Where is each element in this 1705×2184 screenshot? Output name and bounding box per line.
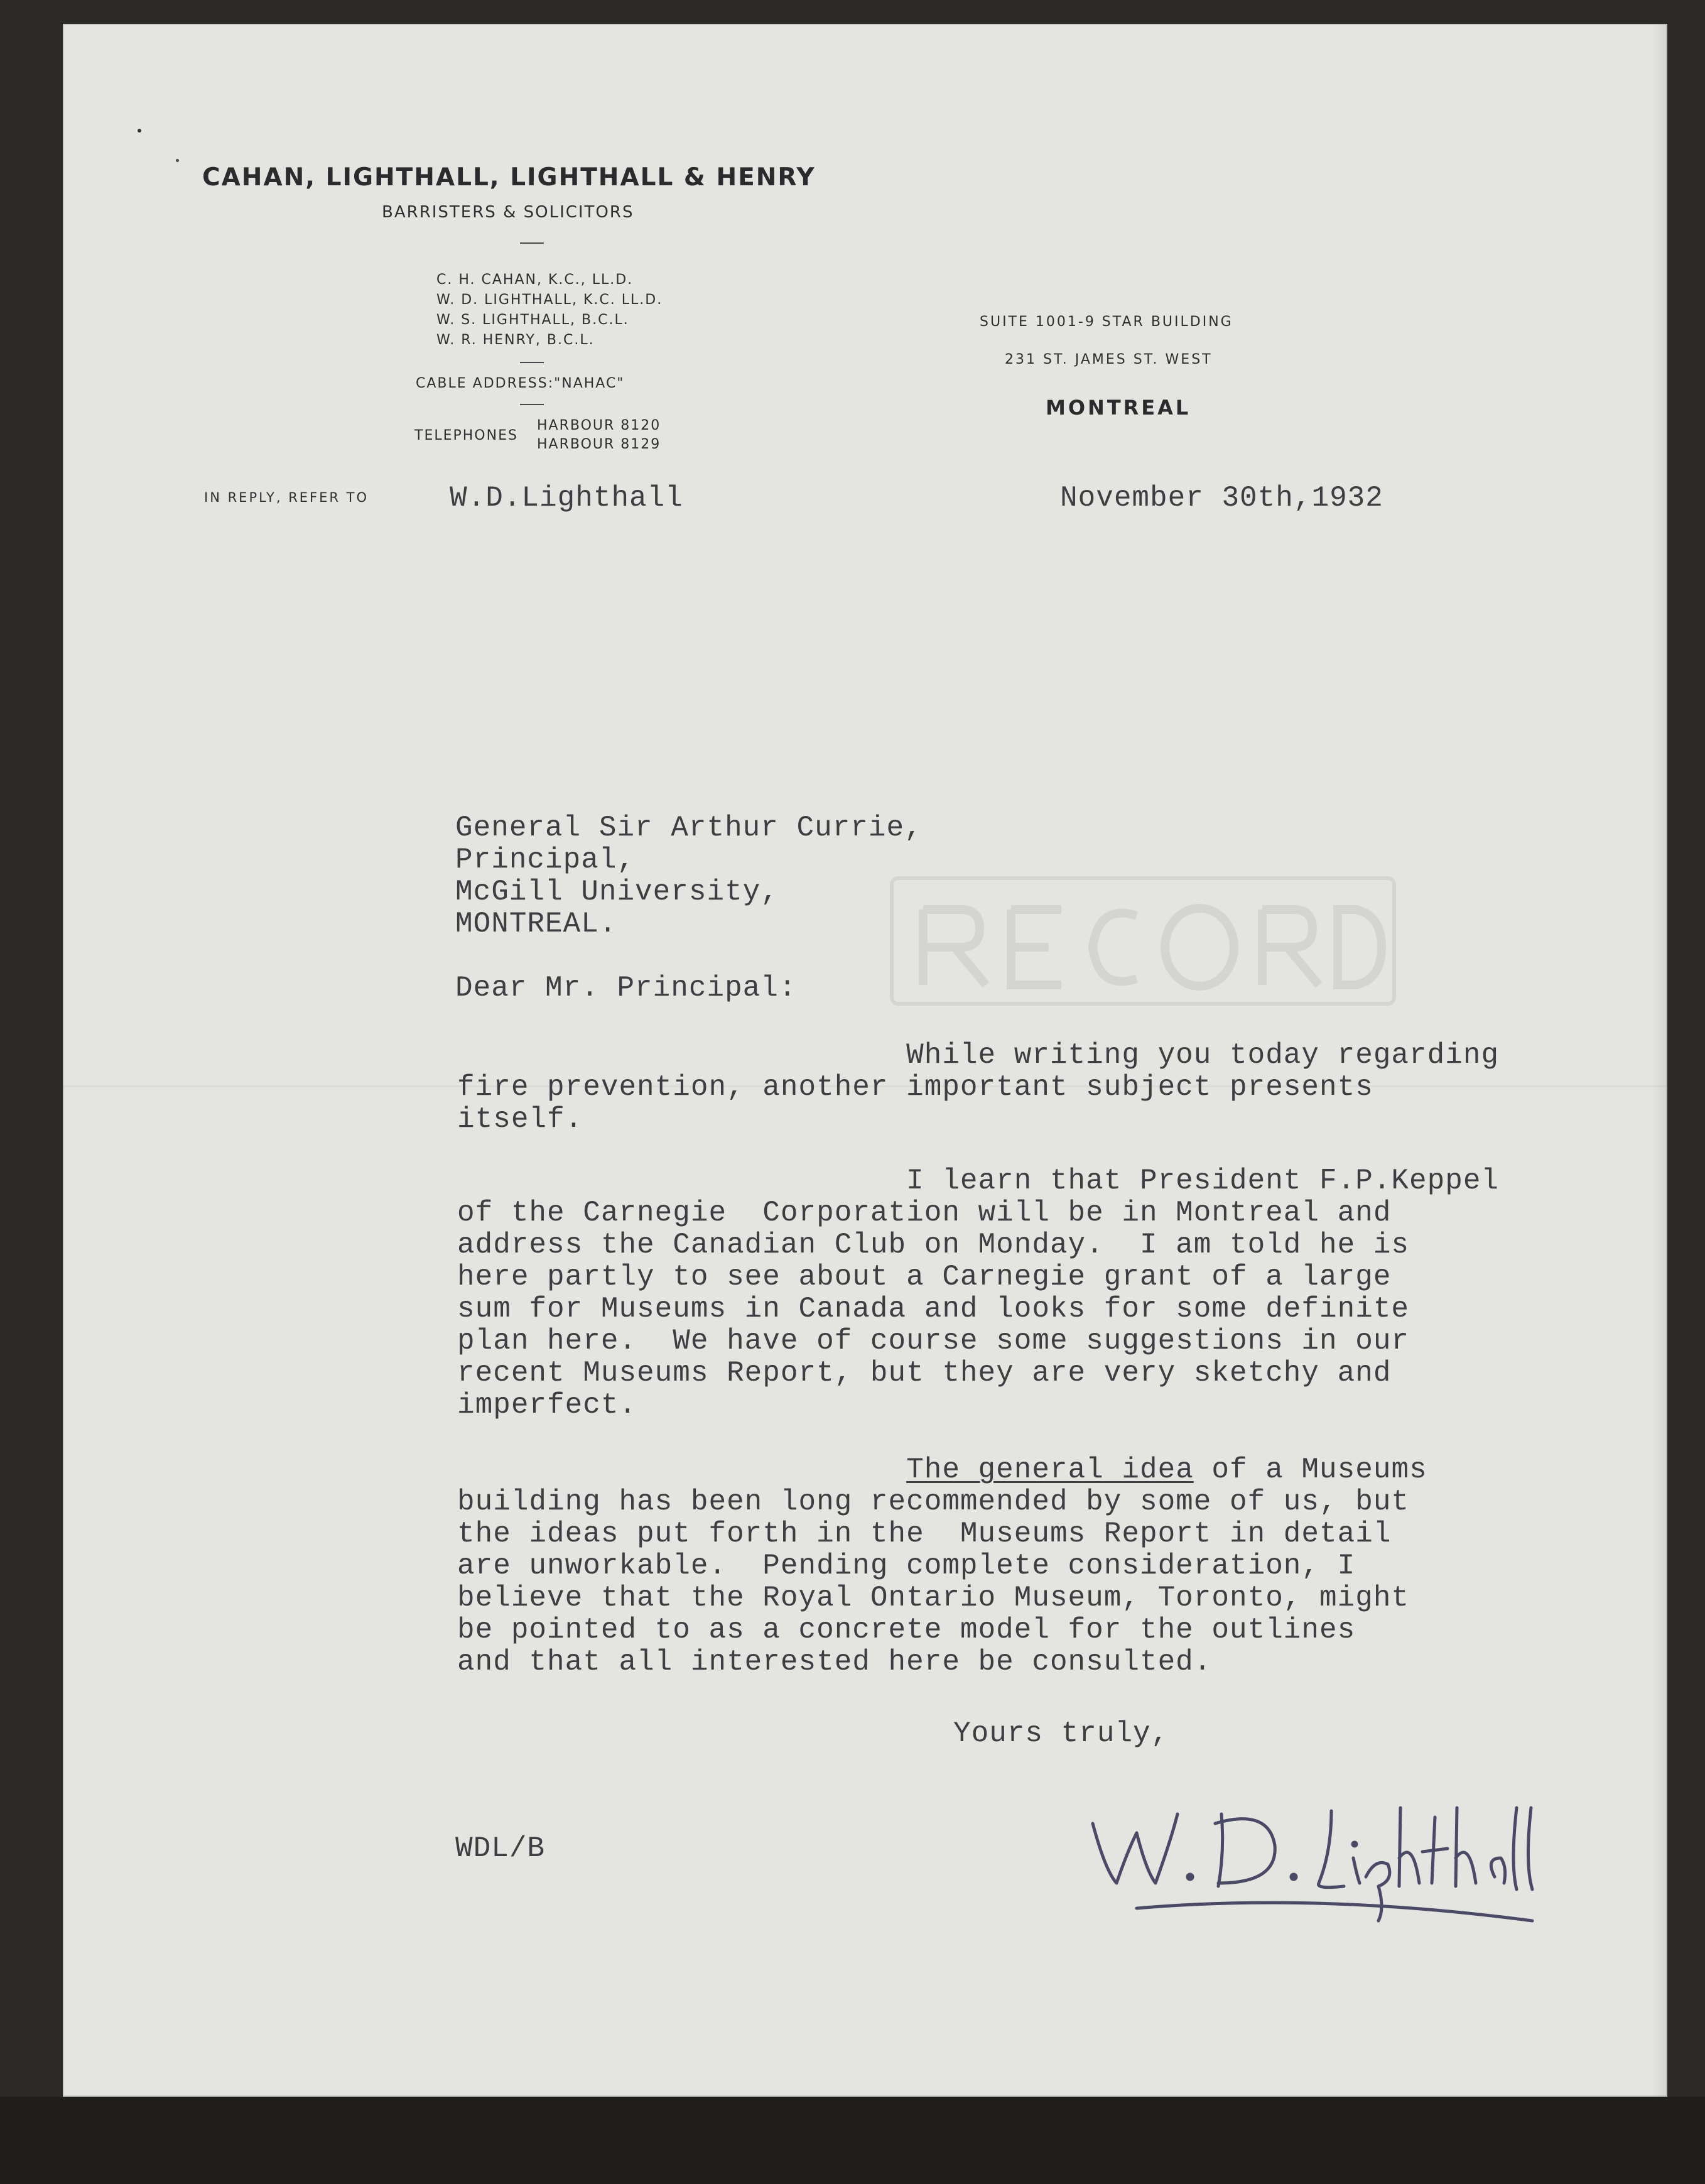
body-line: building has been long recommended by some of us, but — [457, 1486, 1410, 1518]
paragraph-3 — [457, 1454, 1427, 1678]
letter-page — [63, 24, 1667, 2097]
body-line-first — [457, 1454, 1427, 1486]
reply-label: IN REPLY, REFER TO — [204, 490, 369, 505]
city: MONTREAL — [1046, 396, 1191, 420]
partner-4: W. R. HENRY, B.C.L. — [436, 332, 595, 348]
paragraph-2 — [457, 1165, 1499, 1421]
divider — [520, 362, 544, 363]
closing: Yours truly, — [953, 1717, 1169, 1750]
body-line: believe that the Royal Ontario Museum, Toronto, might — [457, 1582, 1410, 1614]
body-line: here partly to see about a Carnegie grant of a large — [457, 1261, 1392, 1293]
body-line: are unworkable. Pending complete consideration, I — [457, 1550, 1356, 1582]
body-line: While writing you today regarding — [457, 1039, 1500, 1072]
body-line: be pointed to as a concrete model for the outlines — [457, 1614, 1356, 1646]
cable-address: CABLE ADDRESS:"NAHAC" — [416, 376, 625, 391]
reference-initials: WDL/B — [455, 1832, 546, 1865]
scan-background — [0, 2097, 1705, 2184]
body-line: and that all interested here be consulted. — [457, 1646, 1212, 1678]
partner-3: W. S. LIGHTHALL, B.C.L. — [436, 312, 629, 328]
address-line-2: 231 ST. JAMES ST. WEST — [1005, 352, 1213, 367]
body-line: address the Canadian Club on Monday. I am told he is — [457, 1229, 1410, 1261]
firm-type: BARRISTERS & SOLICITORS — [382, 203, 634, 222]
body-line: I learn that President F.P.Keppel — [457, 1165, 1500, 1197]
salutation: Dear Mr. Principal: — [455, 972, 797, 1004]
recipient-line: Principal, — [455, 844, 636, 876]
record-stamp — [885, 866, 1400, 1016]
body-line: recent Museums Report, but they are very sketchy and — [457, 1357, 1392, 1389]
body-line: plan here. We have of course some suggestions in our — [457, 1325, 1410, 1357]
recipient-line: McGill University, — [455, 876, 779, 908]
paper-speck — [176, 159, 179, 162]
body-line: itself. — [457, 1103, 583, 1136]
divider — [520, 404, 544, 405]
recipient-block — [455, 812, 923, 940]
telephones-label: TELEPHONES — [414, 428, 518, 443]
body-line: sum for Museums in Canada and looks for some definite — [457, 1293, 1410, 1325]
divider — [520, 242, 544, 244]
body-line: of the Carnegie Corporation will be in Montreal and — [457, 1197, 1392, 1229]
line-rest: of a Museums — [1193, 1453, 1427, 1486]
firm-name: CAHAN, LIGHTHALL, LIGHTHALL & HENRY — [202, 163, 816, 192]
paragraph-1 — [457, 1040, 1499, 1136]
body-line: fire prevention, another important subject presents — [457, 1071, 1373, 1104]
handwritten-signature — [1068, 1764, 1545, 1940]
telephone-1: HARBOUR 8120 — [537, 418, 661, 433]
partner-1: C. H. CAHAN, K.C., LL.D. — [436, 272, 634, 288]
recipient-line: MONTREAL. — [455, 908, 617, 940]
recipient-line: General Sir Arthur Currie, — [455, 812, 923, 844]
address-line-1: SUITE 1001-9 STAR BUILDING — [980, 314, 1233, 330]
telephone-2: HARBOUR 8129 — [537, 437, 661, 452]
paper-edge-shadow — [1651, 24, 1667, 2097]
body-line: imperfect. — [457, 1389, 637, 1421]
body-line: the ideas put forth in the Museums Report in detail — [457, 1518, 1392, 1550]
indent — [457, 1453, 906, 1486]
refer-to: W.D.Lighthall — [450, 482, 683, 514]
underlined-phrase: The general idea — [906, 1453, 1194, 1486]
partner-2: W. D. LIGHTHALL, K.C. LL.D. — [436, 292, 663, 308]
paper-speck — [138, 129, 141, 133]
letter-date: November 30th,1932 — [1060, 482, 1383, 514]
